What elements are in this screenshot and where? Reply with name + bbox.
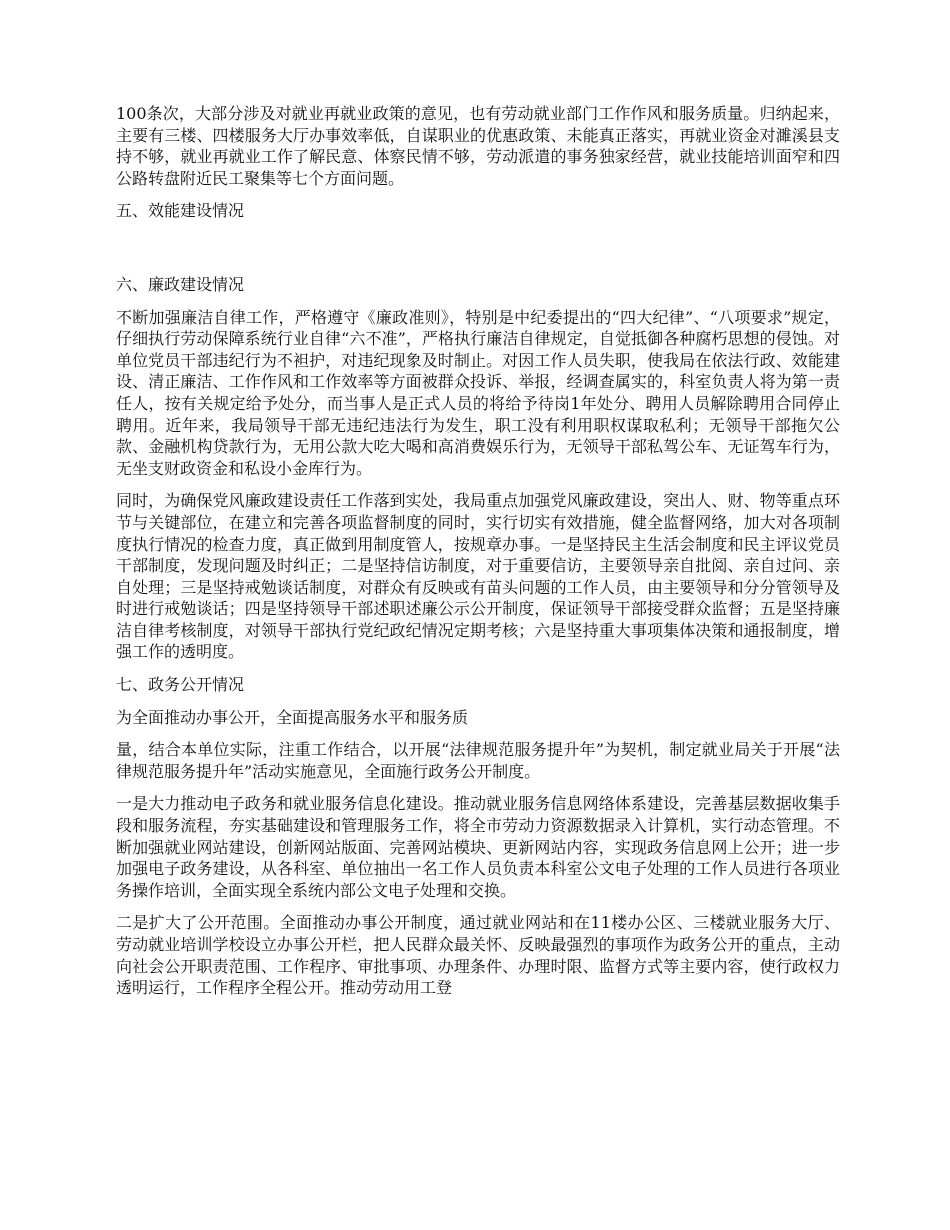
section-heading-transparency: 七、政务公开情况	[116, 675, 245, 695]
paragraph-transparency-intro: 为全面推动办事公开，全面提高服务水平和服务质	[116, 707, 469, 727]
section-heading-integrity: 六、廉政建设情况	[116, 274, 245, 294]
paragraph-complaint-summary: 100条次，大部分涉及对就业再就业政策的意见，也有劳动就业部门工作作风和服务质量。归纳起来，主要有三楼、四楼服务大厅办事效率低，自谋职业的优惠政策、未能真正落实，再就业资金对濉溪县支持不够，就业再就业工作了解民意、体察民情不够，劳动派遣的事务独家经营，就业技能培训面窄和四公路转盘附近民工聚集等七个方面问题。	[116, 104, 840, 188]
paragraph-integrity-self-discipline: 不断加强廉洁自律工作，严格遵守《廉政准则》，特别是中纪委提出的“四大纪律”、“八项要求”规定，仔细执行劳动保障系统行业自律“六不准”，严格执行廉洁自律规定，自觉抵御各种腐朽思想的侵蚀。对单位党员干部违纪行为不袒护，对违纪现象及时制止。对因工作人员失职，使我局在依法行政、效能建设、清正廉洁、工作作风和工作效率等方面被群众投诉、举报，经调查属实的，科室负责人将为第一责任人，按有关规定给予处分，而当事人是正式人员的将给予待岗1年处分、聘用人员解除聘用合同停止聘用。近年来，我局领导干部无违纪违法行为发生，职工没有利用职权谋取私利；无领导干部拖欠公款、金融机构贷款行为，无用公款大吃大喝和高消费娱乐行为，无领导干部私驾公车、无证驾车行为，无坐支财政资金和私设小金库行为。	[116, 307, 840, 478]
section-spacer	[116, 233, 840, 274]
document-body	[116, 103, 840, 1010]
paragraph-e-government: 一是大力推动电子政务和就业服务信息化建设。推动就业服务信息网络体系建设，完善基层数据收集手段和服务流程，夯实基础建设和管理服务工作，将全市劳动力资源数据录入计算机，实行动态管理。不断加强就业网站建设，创新网站版面、完善网站模块、更新网站内容，实现政务信息网上公开；进一步加强电子政务建设，从各科室、单位抽出一名工作人员负责本科室公文电子处理的工作人员进行各项业务操作培训，全面实现全系统内部公文电子处理和交换。	[116, 794, 840, 900]
paragraph-disclosure-scope: 二是扩大了公开范围。全面推动办事公开制度，通过就业网站和在11楼办公区、三楼就业服务大厅、劳动就业培训学校设立办事公开栏，把人民群众最关怀、反映最强烈的事项作为政务公开的重点，主动向社会公开职责范围、工作程序、审批事项、办理条件、办理时限、监督方式等主要内容，使行政权力透明运行，工作程序全程公开。推动劳动用工登	[116, 913, 840, 998]
paragraph-integrity-supervision: 同时，为确保党风廉政建设责任工作落到实处，我局重点加强党风廉政建设，突出人、财、物等重点环节与关键部位，在建立和完善各项监督制度的同时，实行切实有效措施，健全监督网络，加大对各项制度执行情况的检查力度，真正做到用制度管人，按规章办事。一是坚持民主生活会制度和民主评议党员干部制度，发现问题及时纠正；二是坚持信访制度，对于重要信访，主要领导亲自批阅、亲自过问、亲自处理；三是坚持戒勉谈话制度，对群众有反映或有苗头问题的工作人员，由主要领导和分分管领导及时进行戒勉谈话；四是坚持领导干部述职述廉公示公开制度，保证领导干部接受群众监督；五是坚持廉洁自律考核制度，对领导干部执行党纪政纪情况定期考核；六是坚持重大事项集体决策和通报制度，增强工作的透明度。	[116, 491, 840, 662]
section-heading-efficiency: 五、效能建设情况	[116, 201, 245, 221]
paragraph-transparency-policy: 量，结合本单位实际，注重工作结合，以开展“法律规范服务提升年”为契机，制定就业局关于开展“法律规范服务提升年”活动实施意见，全面施行政务公开制度。	[116, 740, 840, 781]
